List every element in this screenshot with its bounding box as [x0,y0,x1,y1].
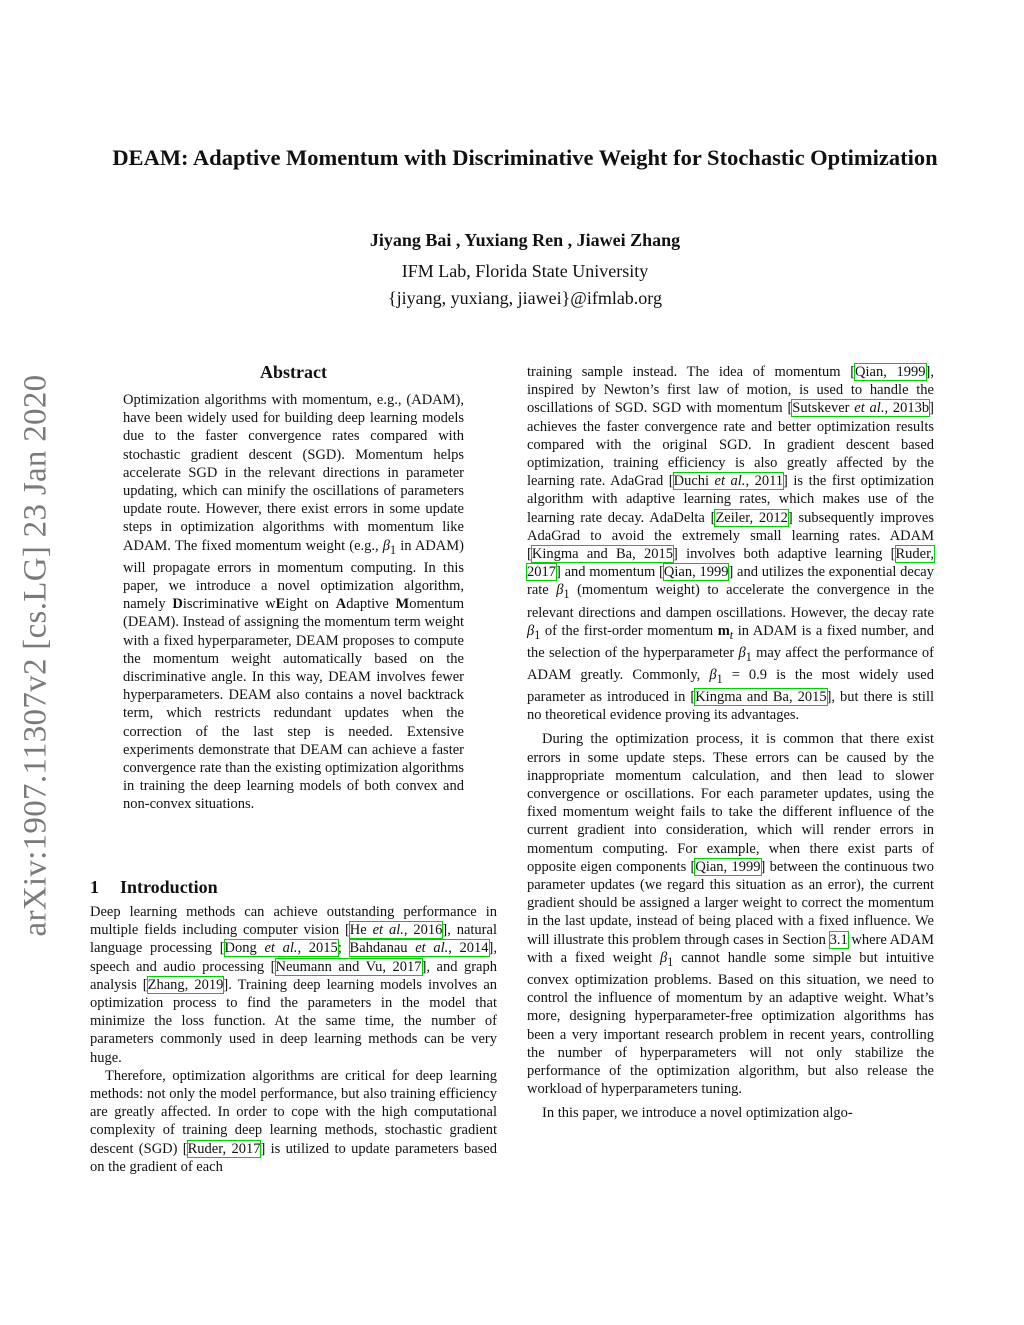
citation-link[interactable]: Kingma and Ba, 2015 [695,689,827,706]
citation-link[interactable]: Zhang, 2019 [147,976,224,993]
citation-link[interactable]: Qian, 1999 [695,858,761,875]
section-reference-link[interactable]: 3.1 [829,931,848,948]
arxiv-identifier: arXiv:1907.11307v2 [cs.LG] 23 Jan 2020 [17,374,54,936]
citation-link[interactable]: He et al., 2016 [349,922,443,939]
right-paragraph-3: In this paper, we introduce a novel optimization algo- [542,1105,853,1122]
abstract-body [123,391,464,814]
arxiv-sidebar [6,360,66,950]
introduction-body [90,903,497,1176]
email: {jiyang, yuxiang, jiawei}@ifmlab.org [388,288,662,308]
right-paragraph-2: During the optimization process, it is common that there exist errors in some update steps. These errors can be caused by the inappropriate momentum calculation, and then lead to slower convergence or oscillations. For each parameter updates, using the fixed momentum weight fails to take the different influence of the current gradient into consideration, which will render errors in momentum computing. For example, when there exist parts of opposite eigen components [Qian, 1999] between the continuous two parameter updates (we regard this situation as an error), the current gradient should be assigned a larger weight to correct the momentum in the last update, instead of being placed with a fixed influence. We will illustrate this problem through cases in Section 3.1 where ADAM with a fixed weight $\beta_1$ cannot handle some simple but intuitive convex optimization problems. Based on this situation, we need to control the influence of momentum by an adaptive weight. What’s more, designing hyperparameter-free optimization algorithms has been a very important research problem in recent years, controlling the number of hyperparameters will not only stabilize the performance of the optimization algorithm, but also release the workload of hyperparameters tuning. [527,731,934,1098]
citation-link[interactable]: Qian, 1999 [855,364,926,380]
abstract-paragraph: Optimization algorithms with momentum, e.g., (ADAM), have been widely used for building deep learning models due to the faster convergence rates compared with stochastic gradient descent (SGD). Momentum helps accelerate SGD in the relevant directions in parameter updating, which can minify the oscillations of parameters update route. However, there exist errors in some update steps in optimization algorithms with momentum like ADAM. The fixed momentum weight (e.g., $\beta_1$ in ADAM) will propagate errors in momentum computing. In this paper, we introduce a novel optimization algorithm, namely Discriminative wEight on Adaptive Momentum (DEAM). Instead of assigning the momentum term weight with a fixed hyperparameter, DEAM proposes to compute the momentum weight automatically based on the discriminative angle. In this way, DEAM involves fewer hyperparameters. DEAM also contains a novel backtrack term, which restricts redundant updates when the correction of the last step is needed. Extensive experiments demonstrate that DEAM can achieve a faster convergence rate than the existing optimization algorithms in training the deep learning models of both convex and non-convex situations. [123,392,464,813]
citation-link[interactable]: Sutskever et al., 2013b [792,400,930,417]
section-heading [90,875,497,899]
section-number: 1 [90,877,99,897]
affiliation-block [100,258,950,312]
right-column [527,363,934,1123]
citation-link[interactable]: Zeiler, 2012 [715,509,788,526]
citation-link[interactable]: Ruder, 2017 [527,546,934,581]
citation-link[interactable]: Qian, 1999 [663,564,729,581]
citation-link[interactable]: Dong et al., 2015 [224,940,338,957]
affiliation: IFM Lab, Florida State University [401,261,649,281]
right-paragraph-1: training sample instead. The idea of momentum [Qian, 1999], inspired by Newton’s first law of motion, is used to handle the oscillations of SGD. SGD with momentum [Sutskever et al., 2013b] achieves the faster convergence rate and better optimization results compared with the original SGD. In gradient descent based optimization, training efficiency is also greatly affected by the learning rate. AdaGrad [Duchi et al., 2011] is the first optimization algorithm with adaptive learning rates, which makes use of the learning rate decay. AdaDelta [Zeiler, 2012] subsequently improves AdaGrad to avoid the extremely small learning rates. ADAM [Kingma and Ba, 2015] involves both adaptive learning [Ruder, 2017] and momentum [Qian, 1999] and utilizes the exponential decay rate $\beta_1$ (momentum weight) to accelerate the convergence in the relevant directions and dampen oscillations. However, the decay rate $\beta_1$ of the first-order momentum $m_t$ in ADAM is a fixed number, and the selection of the hyperparameter $\beta_1$ may affect the performance of ADAM greatly. Commonly, $\beta_1 = 0.9$ is the most widely used parameter as introduced in [Kingma and Ba, 2015], but there is still no theoretical evidence proving its advantages. [527,364,935,724]
citation-link[interactable]: Duchi et al., 2011 [673,473,784,490]
intro-paragraph-2: Therefore, optimization algorithms are critical for deep learning methods: not only the model performance, but also training efficiency are greatly affected. In order to cope with the high computational complexity of training deep learning methods, stochastic gradient descent (SGD) [Ruder, 2017] is utilized to update parameters based on the gradient of each [90,1067,497,1175]
abstract-heading: Abstract [260,362,327,382]
citation-link[interactable]: Ruder, 2017 [187,1140,261,1157]
citation-link[interactable]: Bahdanau et al., 2014 [349,940,489,957]
author-list: Jiyang Bai , Yuxiang Ren , Jiawei Zhang [369,230,681,250]
citation-link[interactable]: Neumann and Vu, 2017 [275,958,422,975]
intro-paragraph-1: Deep learning methods can achieve outstanding performance in multiple fields including computer vision [He et al., 2016], natural language processing [Dong et al., 2015; Bahdanau et al., 2014], speech and audio processing [Neumann and Vu, 2017], and graph analysis [Zhang, 2019]. Training deep learning models involves an optimization process to find the parameters in the model that minimize the loss function. At the same time, the number of parameters commonly used in deep learning methods can be very huge. [90,904,498,1066]
section-title: Introduction [120,877,218,897]
paper-title: DEAM: Adaptive Momentum with Discriminative Weight for Stochastic Optimization [112,145,938,170]
citation-link[interactable]: Kingma and Ba, 2015 [531,546,674,563]
